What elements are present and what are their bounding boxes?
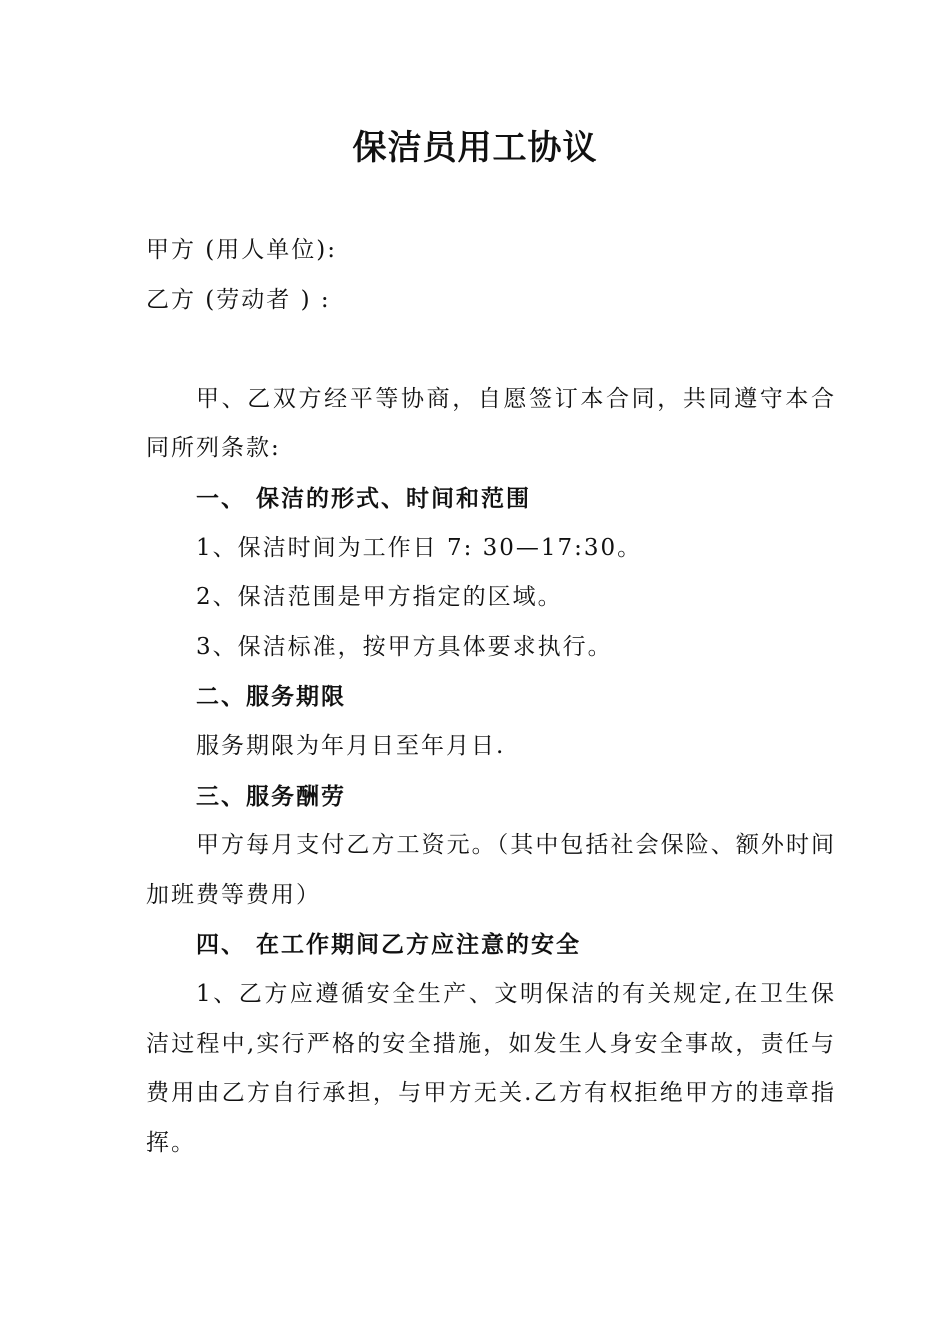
document-title: 保洁员用工协议 [352, 128, 598, 168]
intro-paragraph: 甲、乙双方经平等协商，自愿签订本合同，共同遵守本合同所列条款: [146, 385, 836, 462]
party-a-label: 甲方 (用人单位): [146, 237, 338, 263]
document-body [146, 226, 836, 1168]
party-b-label: 乙方 (劳动者 ) : [146, 286, 331, 313]
section-2-heading: 二、服务期限 [196, 683, 346, 711]
section-2-text: 服务期限为年月日至年月日. [196, 732, 506, 759]
section-3-heading: 三、服务酬劳 [196, 782, 346, 810]
section-1-item: 1、保洁时间为工作日 7: 30—17:30。 [196, 534, 643, 561]
section-3-text: 甲方每月支付乙方工资元。（其中包括社会保险、额外时间加班费等费用） [146, 832, 836, 908]
section-1-heading: 一、 保洁的形式、时间和范围 [196, 484, 532, 512]
section-4-heading: 四、 在工作期间乙方应注意的安全 [196, 931, 582, 959]
section-1-item: 2、保洁范围是甲方指定的区域。 [196, 584, 563, 611]
section-1-item: 3、保洁标准，按甲方具体要求执行。 [196, 633, 613, 660]
spacer [146, 325, 836, 375]
section-4-text: 1、乙方应遵循安全生产、文明保洁的有关规定,在卫生保洁过程中,实行严格的安全措施，如发生人身安全事故，责任与费用由乙方自行承担，与甲方无关.乙方有权拒绝甲方的违章指挥。 [146, 980, 836, 1156]
